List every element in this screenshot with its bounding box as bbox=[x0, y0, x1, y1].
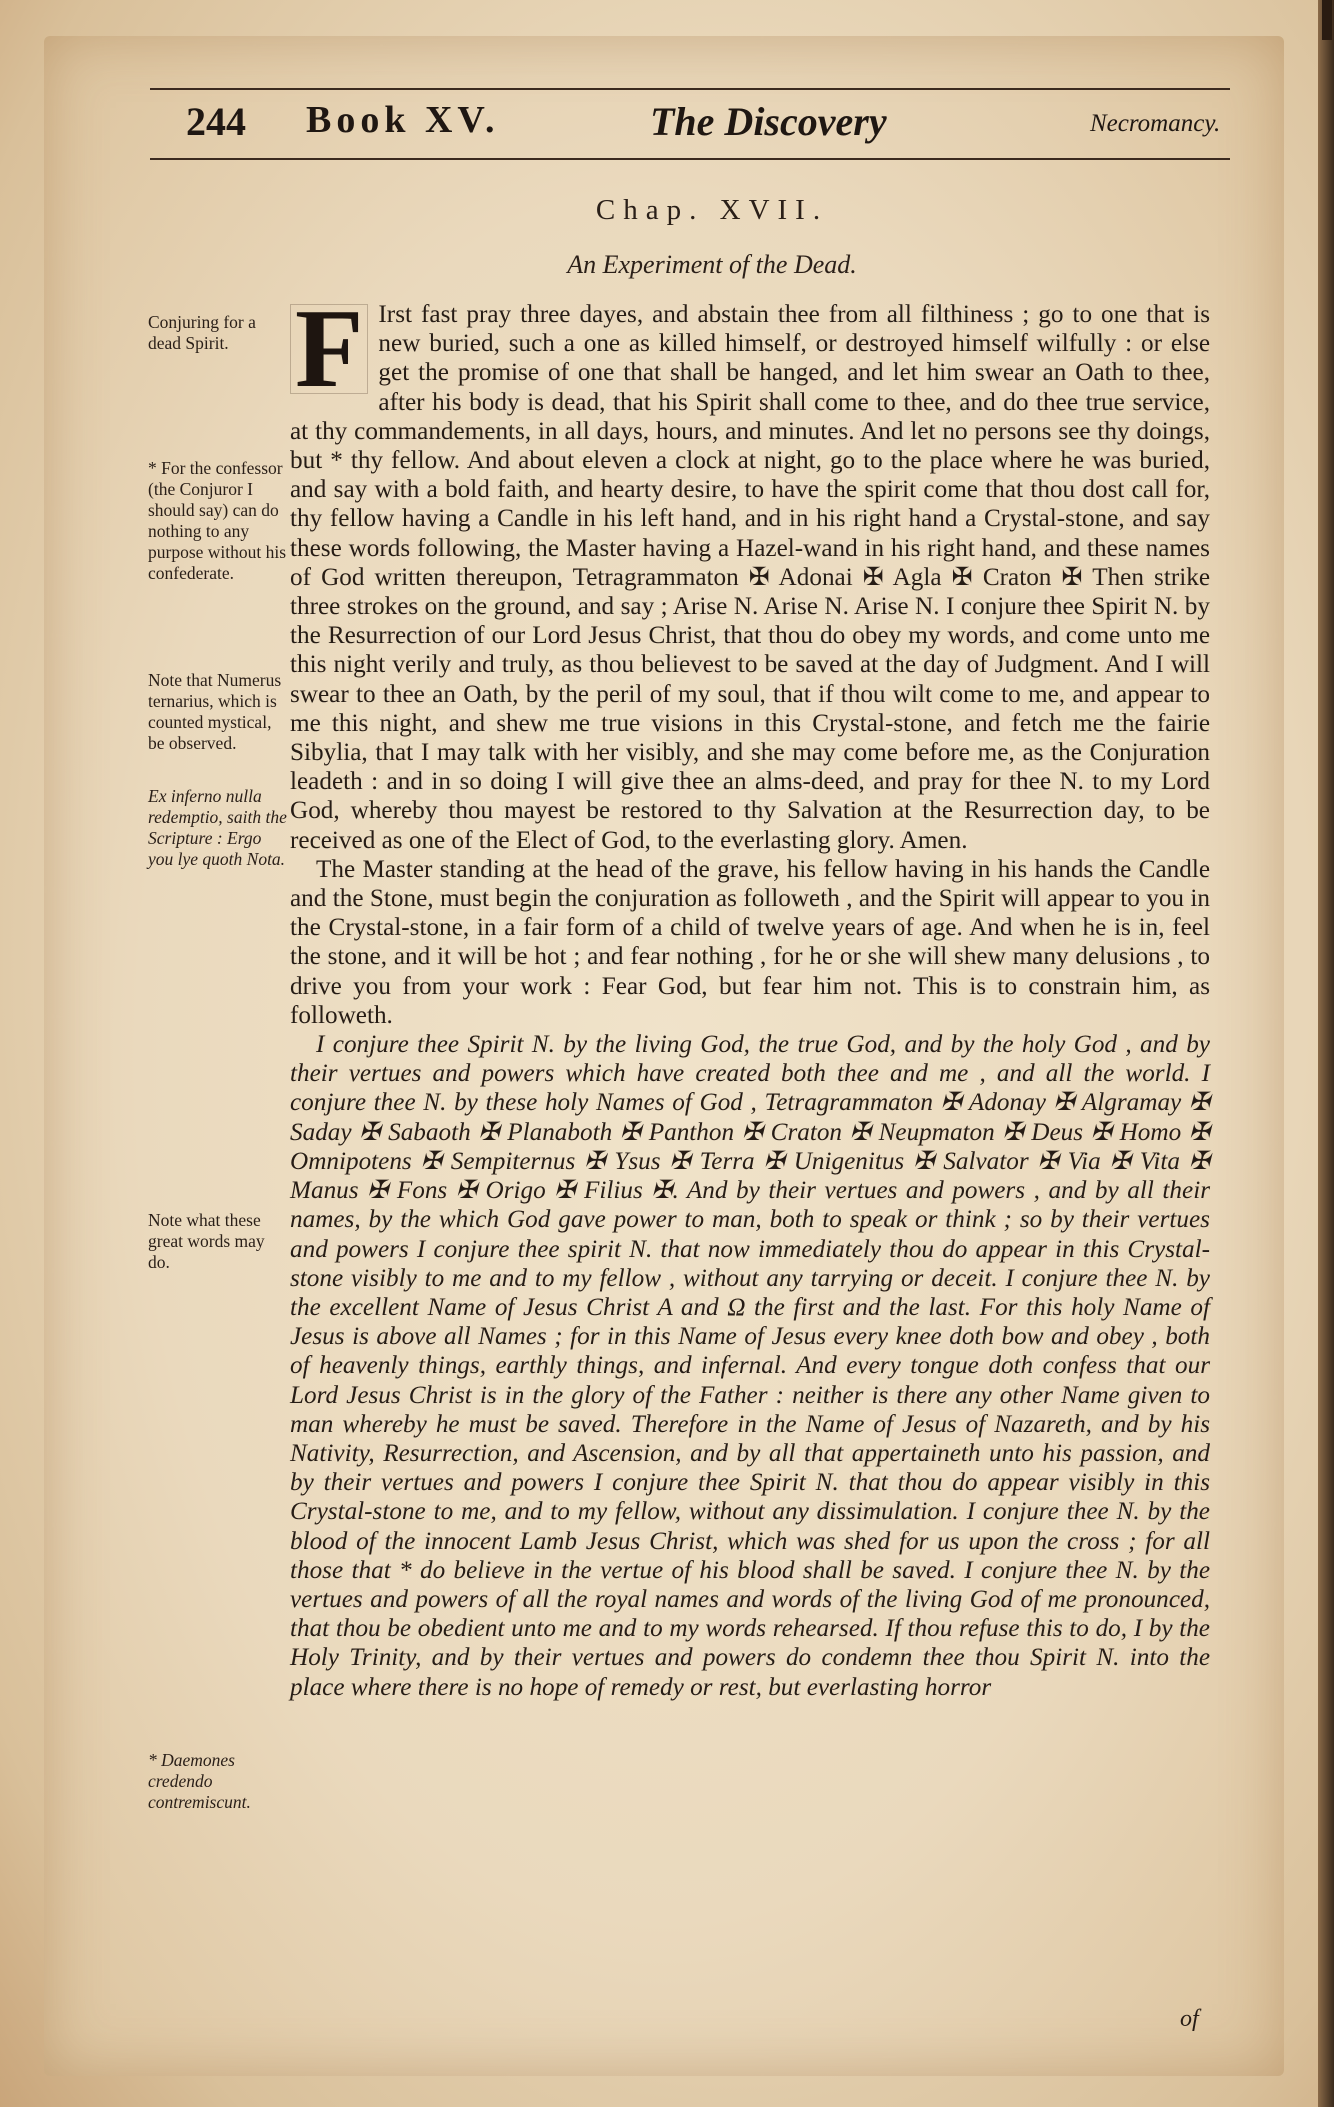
drop-cap: F bbox=[290, 304, 368, 394]
margin-note: * For the confessor (the Conjuror I should say) can do nothing to any purpose without his confederate. bbox=[148, 458, 287, 583]
main-text bbox=[290, 287, 1210, 1702]
page-edge bbox=[1318, 0, 1334, 2107]
chapter-subtitle: An Experiment of the Dead. bbox=[567, 250, 857, 279]
running-title: The Discovery bbox=[650, 99, 887, 144]
section-label: Necromancy. bbox=[1090, 110, 1221, 137]
margin-note: * Daemones credendo contremiscunt. bbox=[148, 1750, 251, 1812]
paragraph-text: Irst fast pray three dayes, and abstain thee from all filthiness ; go to one that is new buried, such a one as killed himself, or destroyed himself wilfully : or else get the promise of one that shall be hanged, and let him swear an Oath to thee, after his body is dead, that his Spirit shall come to thee, and do thee true service, at thy commandements, in all days, hours, and minutes. And let no persons see thy doings, but * thy fellow. And about eleven a clock at night, go to the place where he was buried, and say with a bold faith, and hearty desire, to have the spirit come that thou dost call for, thy fellow having a Candle in his left hand, and in his right hand a Crystal-stone, and say these words following, the Master having a Hazel-wand in his right hand, and these names of God written thereupon, Tetragrammaton ✠ Adonai ✠ Agla ✠ Craton ✠ Then strike three strokes on the ground, and say ; Arise N. Arise N. Arise N. I conjure thee Spirit N. by the Resurrection of our Lord Jesus Christ, that thou do obey my words, and come unto me this night verily and truly, as thou believest to be saved at the day of Judgment. And I will swear to thee an Oath, by the peril of my soul, that if thou wilt come to me, and appear to me this night, and shew me true visions in this Crystal-stone, and fetch me the fairie Sibylia, that I may talk with her visibly, and she may come before me, as the Conjuration leadeth : and in so doing I will give thee an alms-deed, and pray for thee N. to my Lord God, whereby thou mayest be restored to thy Salvation at the Resurrection day, to be received as one of the Elect of God, to the everlasting glory. Amen. bbox=[290, 301, 1210, 854]
paragraph: I conjure thee Spirit N. by the living God, the true God, and by the holy God , and by their vertues and powers which have created both thee and me , and all the world. I conjure thee N. by these holy Names of God , Tetragrammaton ✠ Adonay ✠ Algramay ✠ Saday ✠ Sabaoth ✠ Planaboth ✠ Panthon ✠ Craton ✠ Neupmaton ✠ Deus ✠ Homo ✠ Omnipotens ✠ Sempiternus ✠ Ysus ✠ Terra ✠ Unigenitus ✠ Salvator ✠ Via ✠ Vita ✠ Manus ✠ Fons ✠ Origo ✠ Filius ✠. And by their vertues and powers , and by all their names, by the which God gave power to man, both to speak or think ; so by their vertues and powers I conjure thee spirit N. that now immediately thou do appear in this Crystal-stone visibly to me and to my fellow , without any tarrying or deceit. I conjure thee N. by the excellent Name of Jesus Christ A and Ω the first and the last. For this holy Name of Jesus is above all Names ; for in this Name of Jesus every knee doth bow and obey , both of heavenly things, earthly things, and infernal. And every tongue doth confess that our Lord Jesus Christ is in the glory of the Father : neither is there any other Name given to man whereby he must be saved. Therefore in the Name of Jesus of Nazareth, and by his Nativity, Resurrection, and Ascension, and by all that appertaineth unto his passion, and by their vertues and powers I conjure thee Spirit N. that thou do appear visibly in this Crystal-stone to me, and to my fellow, without any dissimulation. I conjure thee N. by the blood of the innocent Lamb Jesus Christ, which was shed for us upon the cross ; for all those that * do believe in the vertue of his blood shall be saved. I conjure thee N. by the vertues and powers of all the royal names and words of the living God of me pronounced, that thou be obedient unto me and to my words rehearsed. If thou refuse this to do, I by the Holy Trinity, and by their vertues and powers do condemn thee thou Spirit N. into the place where there is no hope of remedy or rest, but everlasting horror bbox=[290, 1031, 1210, 1701]
margin-note: Note what these great words may do. bbox=[148, 1210, 265, 1272]
book-label: Book XV. bbox=[306, 99, 500, 141]
margin-note: Conjuring for a dead Spirit. bbox=[148, 312, 256, 353]
header-rule-top bbox=[150, 88, 1230, 90]
page-edge-tab bbox=[1322, 0, 1332, 40]
page-number: 244 bbox=[186, 99, 246, 144]
paragraph bbox=[290, 287, 1210, 855]
chapter-heading: Chap. XVII. bbox=[595, 194, 829, 226]
catchword: of bbox=[1180, 2006, 1199, 2032]
margin-note: Ex inferno nulla redemptio, saith the Scripture : Ergo you lye quoth Nota. bbox=[148, 786, 287, 869]
paragraph: The Master standing at the head of the grave, his fellow having in his hands the Candle and the Stone, must begin the conjuration as followeth , and the Spirit will appear to you in the Crystal-stone, in a fair form of a child of twelve years of age. And when he is in, feel the stone, and it will be hot ; and fear nothing , for he or she will shew many delusions , to drive you from your work : Fear God, but fear him not. This is to constrain him, as followeth. bbox=[290, 855, 1210, 1029]
margin-note: Note that Numerus ternarius, which is counted mystical, be observed. bbox=[148, 670, 282, 753]
header-rule-bottom bbox=[150, 158, 1230, 160]
